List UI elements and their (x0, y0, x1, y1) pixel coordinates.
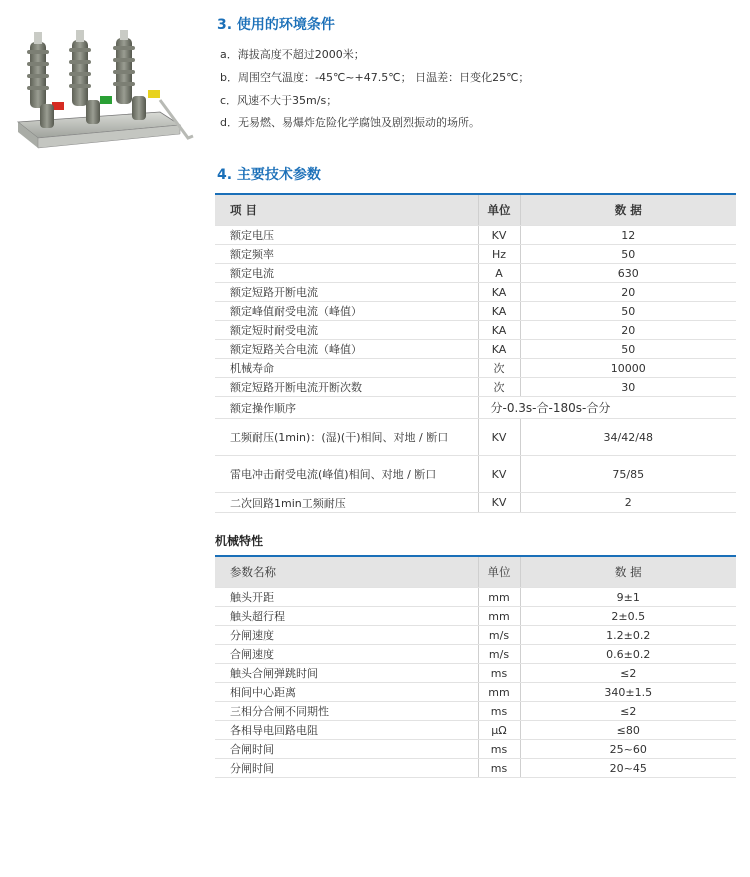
table-row (215, 664, 736, 683)
cell: 50 (520, 245, 736, 264)
cell: 机械寿命 (215, 359, 478, 378)
cell: 2 (520, 493, 736, 513)
cell: ms (478, 702, 520, 721)
cell: 额定电压 (215, 226, 478, 245)
cell: 合闸时间 (215, 740, 478, 759)
table-header-row (215, 195, 736, 226)
cell: 触头合闸弹跳时间 (215, 664, 478, 683)
cell: KA (478, 302, 520, 321)
cell: ≤2 (520, 702, 736, 721)
cell: 20 (520, 283, 736, 302)
cell: mm (478, 588, 520, 607)
cell: 50 (520, 302, 736, 321)
cell: 各相导电回路电阻 (215, 721, 478, 740)
cell: 二次回路1min工频耐压 (215, 493, 478, 513)
table-row (215, 702, 736, 721)
table-row (215, 759, 736, 778)
table-row (215, 493, 736, 513)
cell: 触头超行程 (215, 607, 478, 626)
cell: ms (478, 664, 520, 683)
cell: ≤2 (520, 664, 736, 683)
condition-b: b．周围空气温度：-45℃~+47.5℃； 日温差：日变化25℃； (220, 71, 530, 84)
section3-title: 3. 使用的环境条件 (217, 17, 335, 33)
cell: ms (478, 740, 520, 759)
table-row (215, 607, 736, 626)
col-header-item: 项 目 (215, 195, 478, 226)
section4-title: 4. 主要技术参数 (217, 167, 321, 183)
cell: KA (478, 340, 520, 359)
cell: mm (478, 683, 520, 702)
table-row (215, 626, 736, 645)
cell: 三相分合闸不同期性 (215, 702, 478, 721)
cell: 20 (520, 321, 736, 340)
cell: μΩ (478, 721, 520, 740)
cell: 630 (520, 264, 736, 283)
col-header-data: 数 据 (520, 195, 736, 226)
mech-title: 机械特性 (215, 534, 264, 548)
cell: KA (478, 283, 520, 302)
cell: Hz (478, 245, 520, 264)
cell: ms (478, 759, 520, 778)
col-header-data: 数 据 (520, 557, 736, 588)
cell: 9±1 (520, 588, 736, 607)
cell: 75/85 (520, 456, 736, 493)
cell: 分闸速度 (215, 626, 478, 645)
col-header-unit: 单位 (478, 195, 520, 226)
cell: 50 (520, 340, 736, 359)
table-row (215, 283, 736, 302)
cell: 25~60 (520, 740, 736, 759)
table-row (215, 419, 736, 456)
table-row (215, 456, 736, 493)
cell: 额定短路开断电流 (215, 283, 478, 302)
cell: 合闸速度 (215, 645, 478, 664)
cell: 额定峰值耐受电流（峰值） (215, 302, 478, 321)
mech-params-table (215, 557, 736, 778)
condition-c: c．风速不大于35m/s； (220, 94, 338, 107)
cell: 额定电流 (215, 264, 478, 283)
cell: 次 (478, 359, 520, 378)
cell: 相间中心距离 (215, 683, 478, 702)
vacuum-breaker-image (10, 30, 200, 160)
table-row (215, 721, 736, 740)
cell: 34/42/48 (520, 419, 736, 456)
cell: 12 (520, 226, 736, 245)
table-header-row (215, 557, 736, 588)
cell: 额定短路关合电流（峰值） (215, 340, 478, 359)
table-row (215, 683, 736, 702)
table-row (215, 588, 736, 607)
cell: 30 (520, 378, 736, 397)
col-header-unit: 单位 (478, 557, 520, 588)
cell: KV (478, 493, 520, 513)
cell: KA (478, 321, 520, 340)
cell: mm (478, 607, 520, 626)
table-row (215, 264, 736, 283)
tech-params-table (215, 195, 736, 513)
cell: KV (478, 419, 520, 456)
cell: 2±0.5 (520, 607, 736, 626)
cell: A (478, 264, 520, 283)
cell: 工频耐压(1min)：(湿)(干)相间、对地 / 断口 (215, 419, 478, 456)
cell: 额定频率 (215, 245, 478, 264)
cell: 次 (478, 378, 520, 397)
cell: m/s (478, 626, 520, 645)
cell: 340±1.5 (520, 683, 736, 702)
table-row (215, 340, 736, 359)
cell: ≤80 (520, 721, 736, 740)
cell: 额定短时耐受电流 (215, 321, 478, 340)
table-row (215, 378, 736, 397)
cell: 雷电冲击耐受电流(峰值)相间、对地 / 断口 (215, 456, 478, 493)
table-row (215, 226, 736, 245)
table-row (215, 302, 736, 321)
table-row (215, 321, 736, 340)
condition-d: d．无易燃、易爆炸危险化学腐蚀及剧烈振动的场所。 (220, 116, 480, 129)
table-row (215, 740, 736, 759)
cell: 0.6±0.2 (520, 645, 736, 664)
condition-a: a．海拔高度不超过2000米； (220, 48, 365, 61)
table-row (215, 245, 736, 264)
cell: KV (478, 456, 520, 493)
table-row (215, 397, 736, 419)
cell: 20~45 (520, 759, 736, 778)
cell: 分-0.3s-合-180s-合分 (478, 397, 736, 419)
cell: m/s (478, 645, 520, 664)
cell: KV (478, 226, 520, 245)
cell: 触头开距 (215, 588, 478, 607)
table-row (215, 645, 736, 664)
col-header-param: 参数名称 (215, 557, 478, 588)
cell: 10000 (520, 359, 736, 378)
cell: 额定短路开断电流开断次数 (215, 378, 478, 397)
cell: 分闸时间 (215, 759, 478, 778)
cell: 额定操作顺序 (215, 397, 478, 419)
table-row (215, 359, 736, 378)
cell: 1.2±0.2 (520, 626, 736, 645)
